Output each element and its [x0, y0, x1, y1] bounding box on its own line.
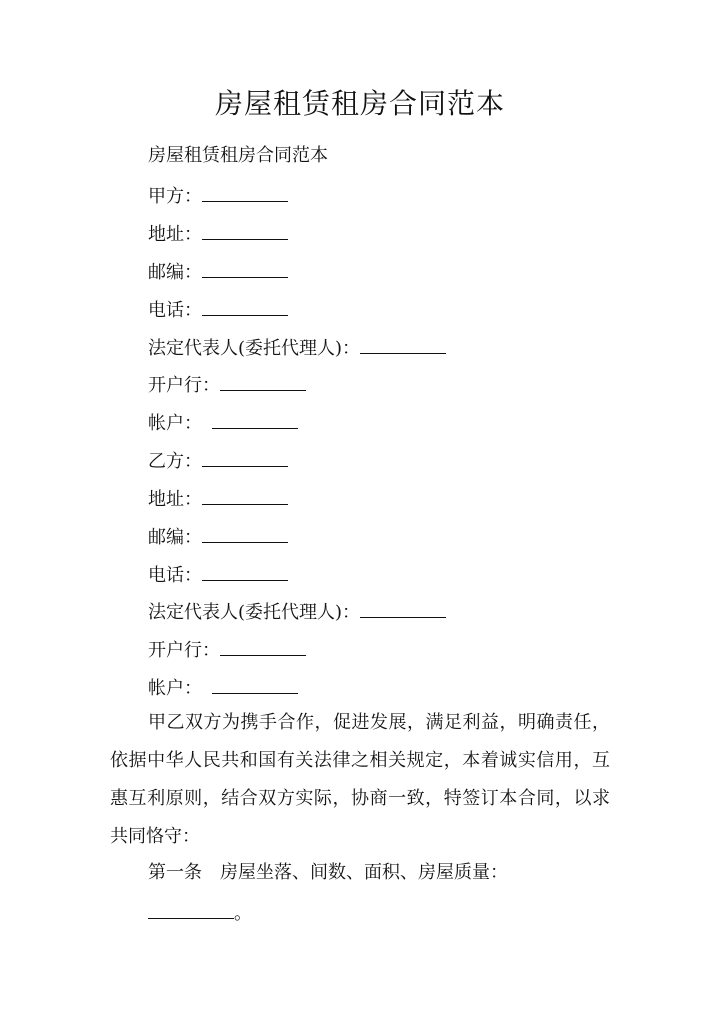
party-b-bank-blank[interactable]: [220, 635, 306, 656]
party-a-postcode-blank[interactable]: [202, 257, 288, 278]
document-title: 房屋租赁租房合同范本: [214, 87, 505, 120]
party-b-postcode-label: 邮编：: [148, 527, 202, 548]
party-b-address-line: [148, 484, 288, 513]
party-a-name-blank[interactable]: [202, 181, 288, 202]
party-b-address-blank[interactable]: [202, 484, 288, 505]
document-subtitle: 房屋租赁租房合同范本: [148, 145, 328, 166]
party-b-bank-label: 开户行：: [148, 640, 220, 661]
party-a-rep-label: 法定代表人(委托代理人)：: [148, 338, 361, 359]
party-a-address-label: 地址：: [148, 224, 202, 245]
party-b-postcode-line: [148, 522, 288, 551]
party-a-name-label: 甲方：: [148, 186, 202, 207]
party-b-account-label: 帐户：: [148, 678, 202, 699]
party-b-account-line: [148, 673, 298, 702]
party-a-name-line: [148, 181, 288, 210]
preamble-paragraph: 甲乙双方为携手合作，促进发展，满足利益，明确责任，依据中华人民共和国有关法律之相关规定，本着诚实信用，互惠互利原则，结合双方实际，协商一致，特签订本合同，以求共同恪守：: [110, 712, 610, 847]
party-b-rep-label: 法定代表人(委托代理人)：: [148, 602, 361, 623]
party-a-address-line: [148, 219, 288, 248]
party-a-rep-blank[interactable]: [360, 333, 446, 354]
party-a-account-blank[interactable]: [212, 408, 298, 429]
party-b-phone-line: [148, 560, 288, 589]
party-a-phone-blank[interactable]: [202, 295, 288, 316]
party-b-bank-line: [148, 635, 306, 664]
article-1-blank[interactable]: [148, 898, 234, 919]
party-b-name-line: [148, 446, 288, 475]
party-b-rep-blank[interactable]: [360, 597, 446, 618]
article-1-suffix: 。: [234, 903, 252, 924]
party-a-postcode-line: [148, 257, 288, 286]
party-b-account-blank[interactable]: [212, 673, 298, 694]
party-b-address-label: 地址：: [148, 489, 202, 510]
party-a-phone-label: 电话：: [148, 300, 202, 321]
party-a-bank-blank[interactable]: [220, 370, 306, 391]
party-b-phone-blank[interactable]: [202, 560, 288, 581]
party-a-postcode-label: 邮编：: [148, 262, 202, 283]
party-a-account-label: 帐户：: [148, 413, 202, 434]
party-a-bank-label: 开户行：: [148, 375, 220, 396]
party-a-bank-line: [148, 370, 306, 399]
party-a-phone-line: [148, 295, 288, 324]
article-1-heading: 第一条 房屋坐落、间数、面积、房屋质量：: [148, 862, 508, 883]
party-b-postcode-blank[interactable]: [202, 522, 288, 543]
party-b-rep-line: [148, 597, 446, 626]
party-a-account-line: [148, 408, 298, 437]
party-b-name-label: 乙方：: [148, 451, 202, 472]
article-1-fill-line: [148, 898, 252, 927]
party-b-phone-label: 电话：: [148, 565, 202, 586]
party-a-address-blank[interactable]: [202, 219, 288, 240]
party-b-name-blank[interactable]: [202, 446, 288, 467]
party-a-rep-line: [148, 333, 446, 362]
